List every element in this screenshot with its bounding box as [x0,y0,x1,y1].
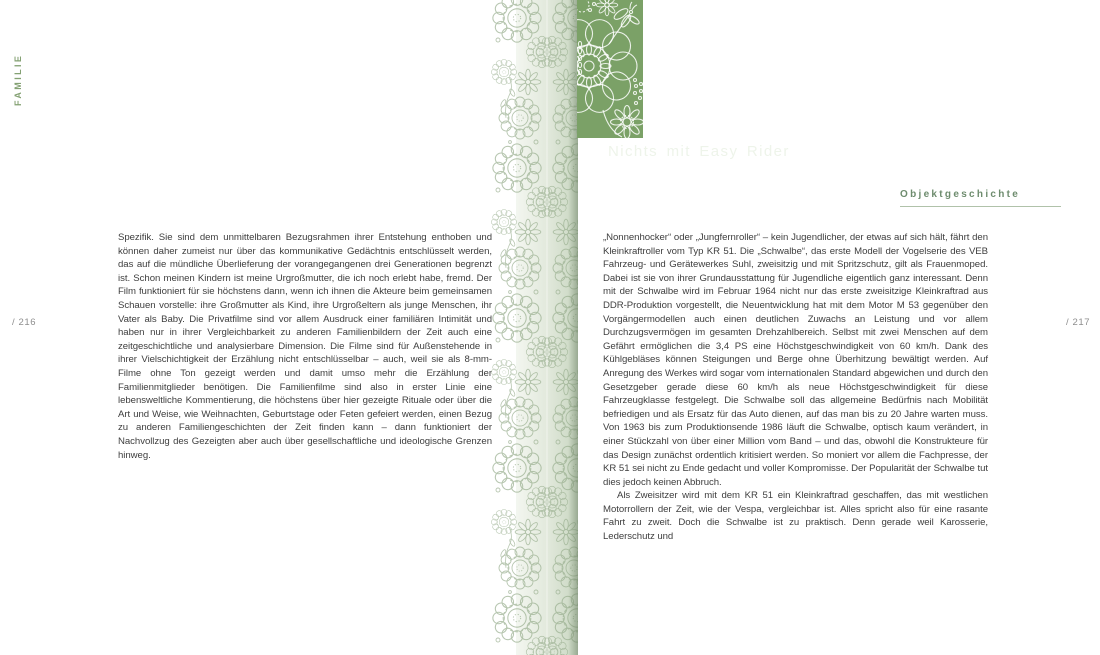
right-page-body-text [603,231,988,544]
right-paragraph-2: Als Zweisitzer wird mit dem KR 51 ein Kleinkraftrad geschaffen, das mit westlichen Motorrollern der Zeit, wie der Vespa, vergleichbar ist. Alles spricht also für eine rasante Fahrt zu zweit. Doch die Schwalbe ist zu praktisch. Denn gerade weil Karosserie, Lederschutz und [603,490,988,543]
margin-label-familie: FAMILIE [13,53,23,106]
right-paragraph-1: „Nonnenhocker“ oder „Jungfernroller“ – kein Jugendlicher, der etwas auf sich hält, fährt den Kleinkraftroller vom Typ KR 51. Die „Schwalbe“, das erste Modell der Vogelserie des VEB Fahrzeug- und Gerätewerkes Suhl, zweisitzig und mit Spritzschutz, gilt als Frauenmoped. Dabei ist sie von ihrer Grundausstattung für Jugendliche eigentlich ganz interessant. Denn mit der Schwalbe wird im Februar 1964 nicht nur das erste zweisitzige Kleinkraftrad aus DDR-Produktion vorgestellt, die Neuentwicklung hat mit dem Motor M 53 gegenüber den Vorgängermodellen auch einen deutlichen Zuwachs an Leistung und vor allem Durchzugsvermögen im gesamten Drehzahlbereich. Selbst mit zwei Menschen auf dem Gefährt ermöglichen die 3,4 PS eine Höchstgeschwindigkeit von 60 km/h. Dank des Kühlgebläses können Steigungen und Berge ohne Überhitzung bewältigt werden. Auf Anregung des Werkes wird sogar vom internationalen Standard abgewichen und durch den Gesetzgeber gerade diese 60 km/h als neue Höchstgeschwindigkeit für diese Fahrzeugklasse festgelegt. Die Schwalbe soll das allgemeine Bedürfnis nach Mobilität befriedigen und als Ersatz für das Auto dienen, auf das man bis zu 20 Jahre warten muss. Von 1963 bis zum Produktionsende 1986 läuft die Schwalbe, optisch kaum verändert, in einer Stückzahl von über einer Million vom Band – und das, obwohl die Konstrukteure für das Design zunächst ordentlich kritisiert werden. So moniert vor allem die Fachpresse, der KR 51 sei nicht zu Ende gedacht und voller Kompromisse. Der Popularität der Schwalbe tut dies jedoch keinen Abbruch. [603,232,988,488]
page-number-left: / 216 [12,317,37,328]
chapter-title-banner [577,138,873,165]
section-label [900,184,1061,207]
lace-ornament-band [490,0,578,655]
page-number-right: / 217 [1066,317,1091,328]
chapter-flower-ornament [577,0,643,138]
section-label-text: Objektgeschichte [900,189,1021,200]
left-page-body-text: Spezifik. Sie sind dem unmittelbaren Bezugsrahmen ihrer Entstehung enthoben und können daher zumeist nur über das kommunikative Gedächtnis entschlüsselt werden, das auf die mündliche Überlieferung der vorangegangenen drei Generationen begrenzt ist. Schon meinen Kindern ist meine Urgroßmutter, die ich noch erlebt habe, fremd. Der Film funktioniert für sie höchstens dann, wenn ich ihnen die Akteure beim gemeinsamen Schauen vorstelle: ihre Großmutter als Kind, ihre Urgroßeltern als junge Menschen, ihr Vater als Baby. Die Privatfilme sind vor allem Ausdruck einer familiären Intimität und haben nur in ihrer Vergleichbarkeit zu anderen Familienbildern der Zeit auch eine zeitgeschichtliche und analysierbare Dimension. Die Filme sind für Außenstehende in ihrer Vielschichtigkeit der Erzählung nicht entschlüsselbar – auch, weil sie als 8-mm-Filme ohne Ton gezeigt werden und damit umso mehr die Erzählung der Familienmitglieder benötigen. Die Familienfilme sind also in erster Linie eine lebensweltliche Kommentierung, die höchstens über hier gezeigte Rituale oder über die Art und Weise, wie Weihnachten, Geburtstage oder Feten gefeiert werden, einen Bezug zu anderen Familiengeschichten der Zeit finden kann – dann funktioniert der Nachvollzug des Gezeigten aber auch über gesellschaftliche und ideologische Grenzen hinweg. [118,232,492,461]
chapter-title: Nichts mit Easy Rider [608,143,790,160]
